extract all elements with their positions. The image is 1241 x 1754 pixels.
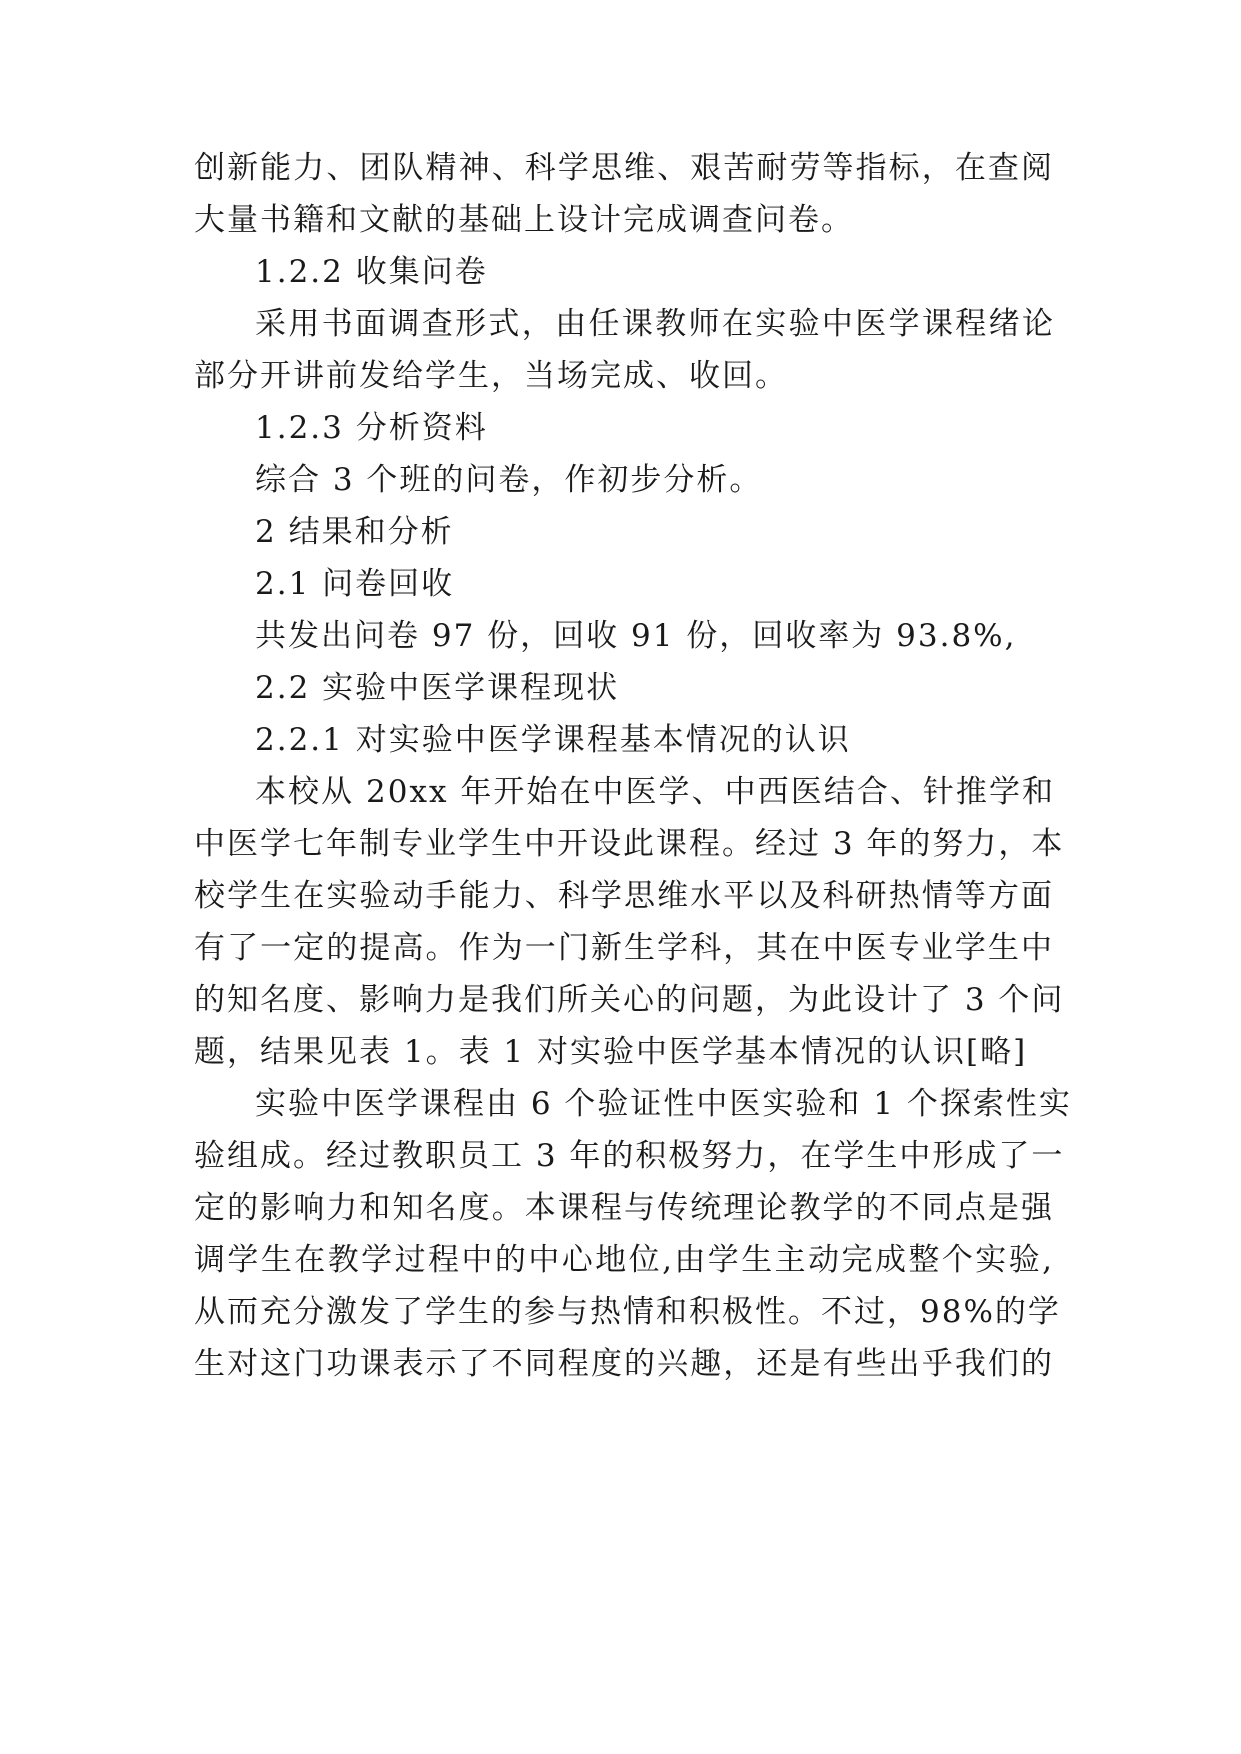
- paragraph-line: 验组成。经过教职员工 3 年的积极努力，在学生中形成了一: [194, 1138, 1065, 1174]
- paragraph-line: 共发出问卷 97 份，回收 91 份，回收率为 93.8%,: [255, 618, 1017, 654]
- paragraph-line: 从而充分激发了学生的参与热情和积极性。不过，98%的学: [194, 1294, 1061, 1330]
- paragraph-line: 部分开讲前发给学生，当场完成、收回。: [194, 358, 788, 394]
- paragraph-line: 校学生在实验动手能力、科学思维水平以及科研热情等方面: [194, 878, 1054, 914]
- section-heading: 2.1 问卷回收: [255, 566, 455, 602]
- paragraph-line: 题，结果见表 1。表 1 对实验中医学基本情况的认识[略]: [194, 1034, 1028, 1070]
- paragraph-line: 本校从 20xx 年开始在中医学、中西医结合、针推学和: [255, 774, 1055, 810]
- paragraph-line: 采用书面调查形式，由任课教师在实验中医学课程绪论: [255, 306, 1055, 342]
- paragraph-line: 创新能力、团队精神、科学思维、艰苦耐劳等指标，在查阅: [194, 150, 1054, 186]
- paragraph-line: 实验中医学课程由 6 个验证性中医实验和 1 个探索性实: [255, 1086, 1072, 1122]
- section-heading: 2.2 实验中医学课程现状: [255, 670, 620, 706]
- paragraph-line: 中医学七年制专业学生中开设此课程。经过 3 年的努力，本: [194, 826, 1065, 862]
- paragraph-line: 综合 3 个班的问卷，作初步分析。: [255, 462, 763, 498]
- section-heading: 2 结果和分析: [255, 514, 454, 550]
- paragraph-line: 定的影响力和知名度。本课程与传统理论教学的不同点是强: [194, 1190, 1054, 1226]
- section-heading: 1.2.2 收集问卷: [255, 254, 488, 290]
- paragraph-line: 调学生在教学过程中的中心地位,由学生主动完成整个实验,: [194, 1242, 1054, 1278]
- paragraph-line: 大量书籍和文献的基础上设计完成调查问卷。: [194, 202, 854, 238]
- paragraph-line: 有了一定的提高。作为一门新生学科，其在中医专业学生中: [194, 930, 1054, 966]
- section-heading: 1.2.3 分析资料: [255, 410, 488, 446]
- section-heading: 2.2.1 对实验中医学课程基本情况的认识: [255, 722, 851, 758]
- paragraph-line: 生对这门功课表示了不同程度的兴趣，还是有些出乎我们的: [194, 1346, 1054, 1382]
- paragraph-line: 的知名度、影响力是我们所关心的问题，为此设计了 3 个问: [194, 982, 1065, 1018]
